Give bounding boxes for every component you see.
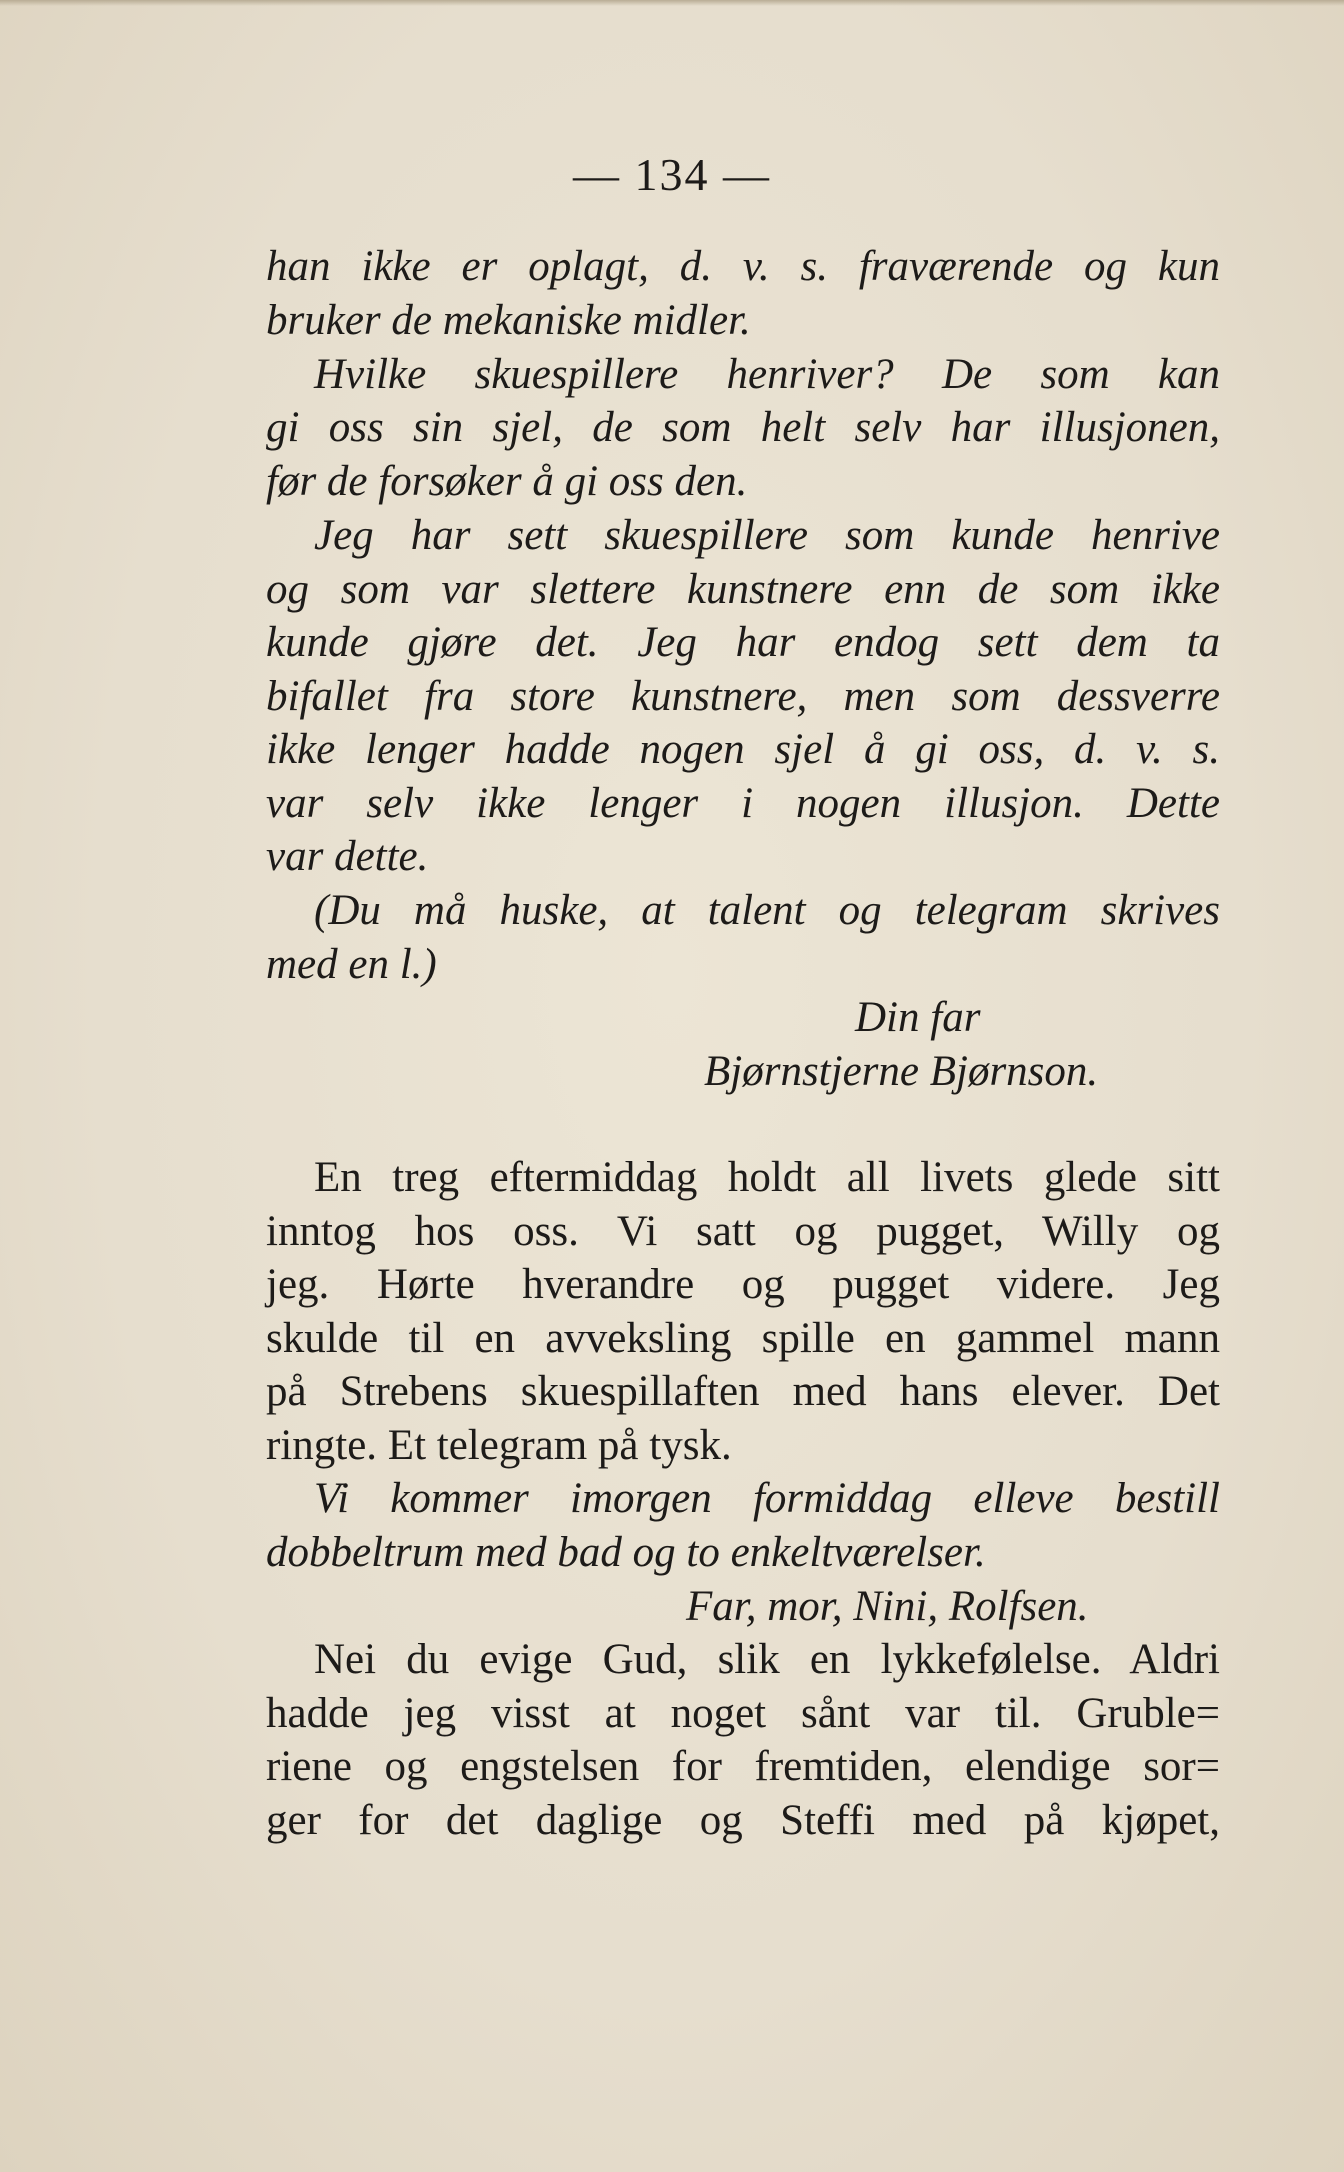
letter-line: med en l.) [266, 941, 437, 988]
letter-signature: Bjørnstjerne Bjørnson. [704, 1048, 1099, 1095]
letter-line: Jeg har sett skuespillere som kunde henrive [314, 512, 1220, 559]
body-line: riene og engstelsen for fremtiden, elendige sor= [266, 1743, 1220, 1790]
body-line: jeg. Hørte hverandre og pugget videre. Jeg [266, 1261, 1220, 1308]
body-line: på Strebens skuespillaften med hans elever. Det [266, 1368, 1220, 1415]
body-line: ger for det daglige og Steffi med på kjøpet, [266, 1797, 1220, 1844]
letter-line: (Du må huske, at talent og telegram skrives [314, 887, 1220, 934]
body-line: ringte. Et telegram på tysk. [266, 1422, 732, 1469]
letter-line: han ikke er oplagt, d. v. s. fraværende og kun [266, 243, 1220, 290]
page-top-edge [0, 0, 1344, 6]
letter-line: kunde gjøre det. Jeg har endog sett dem ta [266, 619, 1220, 666]
letter-line: gi oss sin sjel, de som helt selv har illusjonen, [266, 404, 1220, 451]
letter-line: og som var slettere kunstnere enn de som ikke [266, 566, 1220, 613]
letter-line: før de forsøker å gi oss den. [266, 458, 748, 505]
body-line: En treg eftermiddag holdt all livets glede sitt [314, 1154, 1220, 1201]
letter-line: var selv ikke lenger i nogen illusjon. Dette [266, 780, 1220, 827]
telegram-line: Vi kommer imorgen formiddag elleve bestill [314, 1475, 1220, 1522]
letter-line: bruker de mekaniske midler. [266, 297, 751, 344]
letter-line: var dette. [266, 833, 429, 880]
body-line: inntog hos oss. Vi satt og pugget, Willy og [266, 1208, 1220, 1255]
telegram-line: dobbeltrum med bad og to enkeltværelser. [266, 1529, 986, 1576]
body-line: hadde jeg visst at noget sånt var til. Gruble= [266, 1690, 1220, 1737]
letter-line: ikke lenger hadde nogen sjel å gi oss, d. v. s. [266, 726, 1220, 773]
body-line: Nei du evige Gud, slik en lykkefølelse. Aldri [314, 1636, 1220, 1683]
telegram-signature: Far, mor, Nini, Rolfsen. [686, 1583, 1089, 1630]
body-line: skulde til en avveksling spille en gammel mann [266, 1315, 1220, 1362]
letter-closing: Din far [855, 994, 981, 1041]
page-number: — 134 — [573, 149, 771, 200]
letter-line: bifallet fra store kunstnere, men som dessverre [266, 673, 1220, 720]
letter-line: Hvilke skuespillere henriver? De som kan [314, 351, 1220, 398]
